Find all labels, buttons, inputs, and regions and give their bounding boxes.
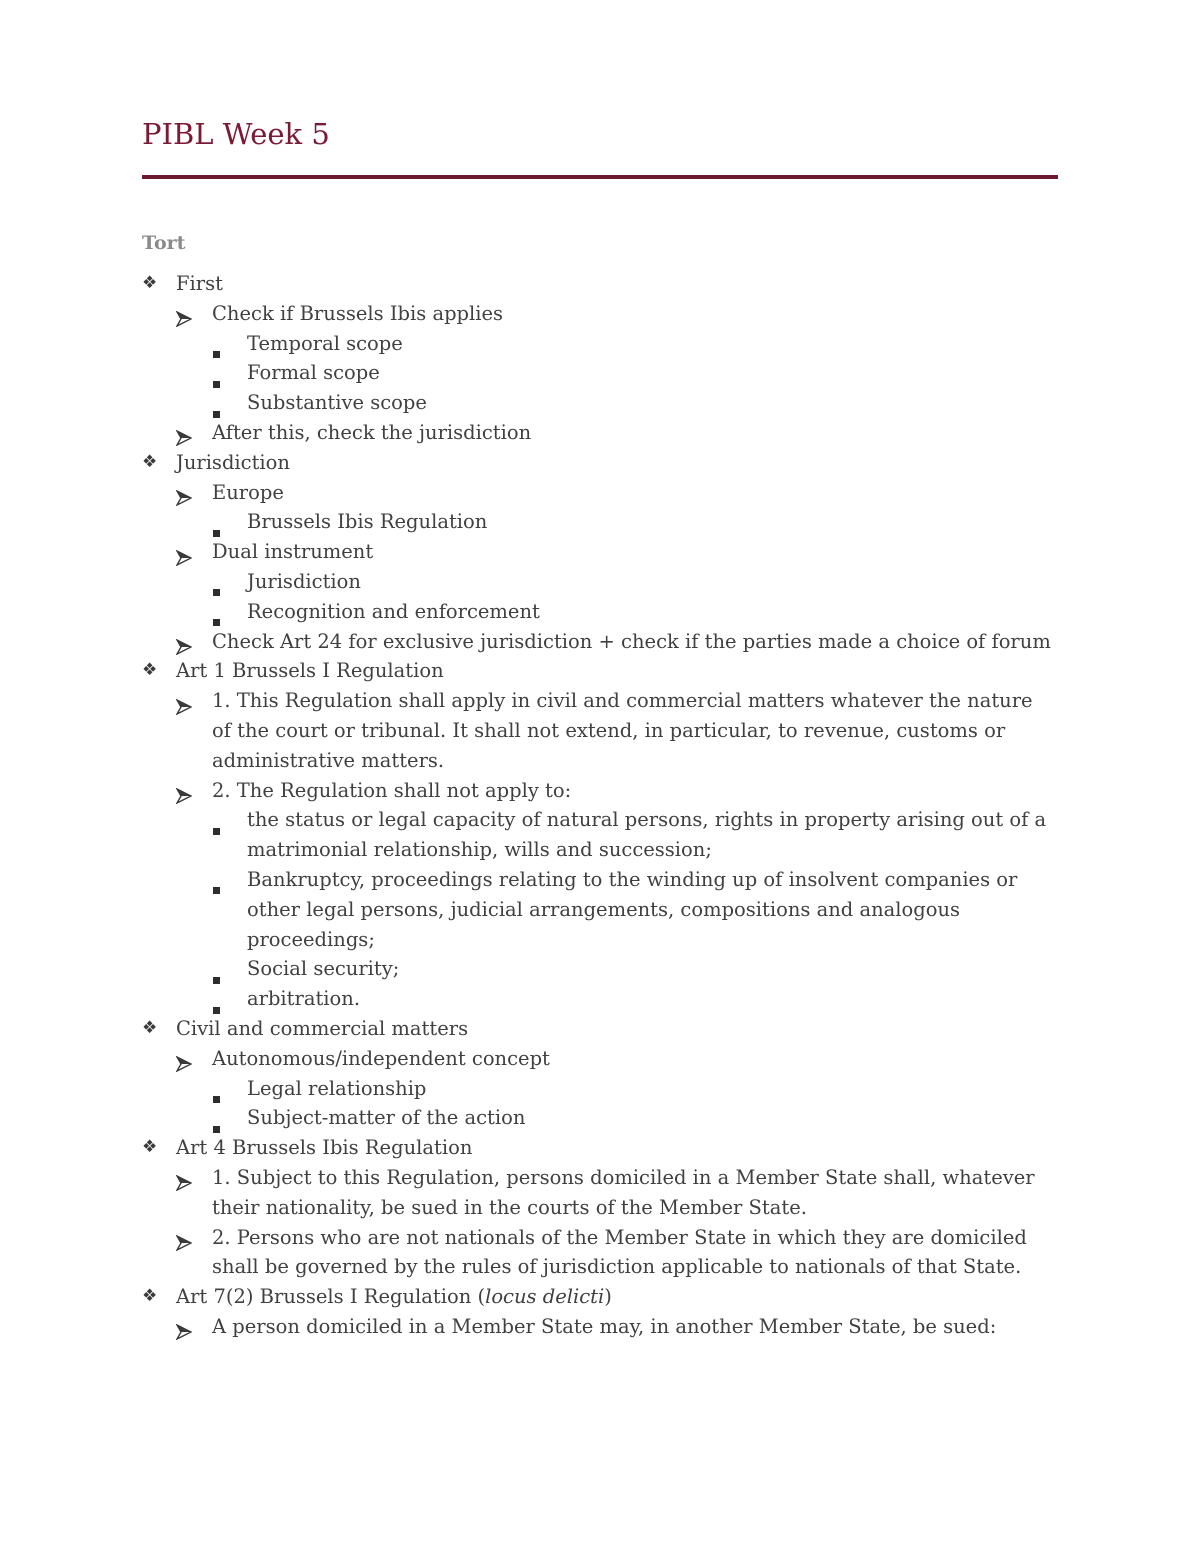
outline-line: proceedings;	[247, 927, 375, 951]
outline-item-level-3	[142, 805, 1072, 865]
outline-item-level-3	[142, 954, 1072, 984]
section-heading: Tort	[142, 232, 186, 254]
arrowhead-bullet-icon	[176, 691, 192, 721]
outline-item-level-1	[142, 1014, 1072, 1044]
outline-line: After this, check the jurisdiction	[212, 420, 532, 444]
square-bullet-icon	[213, 876, 220, 906]
outline-line: other legal persons, judicial arrangements, compositions and analogous	[247, 897, 961, 921]
outline-item-level-3	[142, 507, 1072, 537]
four-diamond-bullet-icon: ❖	[142, 1286, 158, 1307]
italic-term: locus delicti	[485, 1285, 605, 1309]
outline-line: 2. The Regulation shall not apply to:	[212, 778, 572, 802]
outline-line: Check Art 24 for exclusive jurisdiction + check if the parties made a choice of forum	[212, 629, 1051, 653]
four-diamond-bullet-icon: ❖	[142, 1017, 158, 1038]
document-title: PIBL Week 5	[142, 117, 330, 151]
outline-line: the status or legal capacity of natural persons, rights in property arising out of a	[247, 808, 1047, 832]
outline-line: their nationality, be sued in the courts of the Member State.	[212, 1195, 807, 1219]
outline-item-level-1	[142, 448, 1072, 478]
outline-item-level-2	[142, 686, 1072, 775]
outline-line: arbitration.	[247, 987, 361, 1011]
outline-item-level-2	[142, 537, 1072, 567]
outline-item-level-3	[142, 984, 1072, 1014]
outline-item-level-2	[142, 299, 1072, 329]
outline-item-level-3	[142, 329, 1072, 359]
outline-line: administrative matters.	[212, 748, 445, 772]
outline-item-level-3	[142, 1074, 1072, 1104]
outline-item-level-1	[142, 1133, 1072, 1163]
outline-item-level-3	[142, 567, 1072, 597]
outline-item-level-3	[142, 597, 1072, 627]
outline-line: Formal scope	[247, 361, 380, 385]
outline-line: Legal relationship	[247, 1076, 427, 1100]
text-segment: Art 7(2) Brussels I Regulation (	[176, 1285, 486, 1309]
outline-item-level-1	[142, 1282, 1072, 1312]
text-segment: )	[604, 1285, 612, 1309]
outline-line: Art 1 Brussels I Regulation	[176, 659, 444, 683]
outline-item-level-3	[142, 1103, 1072, 1133]
outline-line: Substantive scope	[247, 391, 427, 415]
outline-line: A person domiciled in a Member State may, in another Member State, be sued:	[212, 1314, 997, 1338]
outline-item-level-2	[142, 776, 1072, 806]
outline-line: Temporal scope	[247, 331, 403, 355]
outline-item-level-2	[142, 1223, 1072, 1283]
outline-line: Dual instrument	[212, 540, 374, 564]
outline-line: Brussels Ibis Regulation	[247, 510, 488, 534]
outline-line: First	[176, 272, 223, 295]
outline-item-level-1	[142, 656, 1072, 686]
outline-line: Subject-matter of the action	[247, 1106, 526, 1130]
outline-line: of the court or tribunal. It shall not extend, in particular, to revenue, customs or	[212, 718, 1006, 742]
outline-line: 1. Subject to this Regulation, persons domiciled in a Member State shall, whatever	[212, 1165, 1035, 1189]
four-diamond-bullet-icon: ❖	[142, 1137, 158, 1158]
title-underline-rule	[142, 175, 1058, 179]
outline-line: Europe	[212, 480, 284, 504]
outline-line: Check if Brussels Ibis applies	[212, 301, 504, 325]
arrowhead-bullet-icon	[176, 1168, 192, 1198]
outline-item-level-2	[142, 1044, 1072, 1074]
four-diamond-bullet-icon: ❖	[142, 273, 158, 293]
outline-line: Social security;	[247, 957, 400, 981]
outline-line: Jurisdiction	[247, 569, 361, 593]
outline-item-level-3	[142, 865, 1072, 954]
outline-item-level-2	[142, 627, 1072, 657]
four-diamond-bullet-icon: ❖	[142, 451, 158, 472]
outline-item-level-3	[142, 358, 1072, 388]
outline-line: Art 4 Brussels Ibis Regulation	[176, 1136, 473, 1160]
outline-item-level-3	[142, 388, 1072, 418]
outline-line: Jurisdiction	[176, 450, 290, 474]
outline-line: matrimonial relationship, wills and succession;	[247, 838, 712, 862]
outline-line: Civil and commercial matters	[176, 1016, 469, 1040]
outline-item-level-1	[142, 269, 1072, 299]
four-diamond-bullet-icon: ❖	[142, 660, 158, 681]
outline-item-level-2	[142, 1312, 1072, 1342]
outline-line: Recognition and enforcement	[247, 599, 540, 623]
outline-line: 1. This Regulation shall apply in civil and commercial matters whatever the nature	[212, 689, 1033, 713]
outline-line: 2. Persons who are not nationals of the Member State in which they are domiciled	[212, 1225, 1027, 1249]
outline-item-level-2	[142, 1163, 1072, 1223]
arrowhead-bullet-icon	[176, 1317, 192, 1347]
outline-line	[176, 1282, 1072, 1312]
outline-line: shall be governed by the rules of jurisdiction applicable to nationals of that State.	[212, 1255, 1022, 1279]
outline-item-level-2	[142, 418, 1072, 448]
outline-item-level-2	[142, 478, 1072, 508]
arrowhead-bullet-icon	[176, 1228, 192, 1258]
square-bullet-icon	[213, 816, 220, 846]
outline-line: Bankruptcy, proceedings relating to the winding up of insolvent companies or	[247, 867, 1018, 891]
outline-line: Autonomous/independent concept	[212, 1046, 550, 1070]
bulleted-outline	[142, 269, 1072, 1342]
